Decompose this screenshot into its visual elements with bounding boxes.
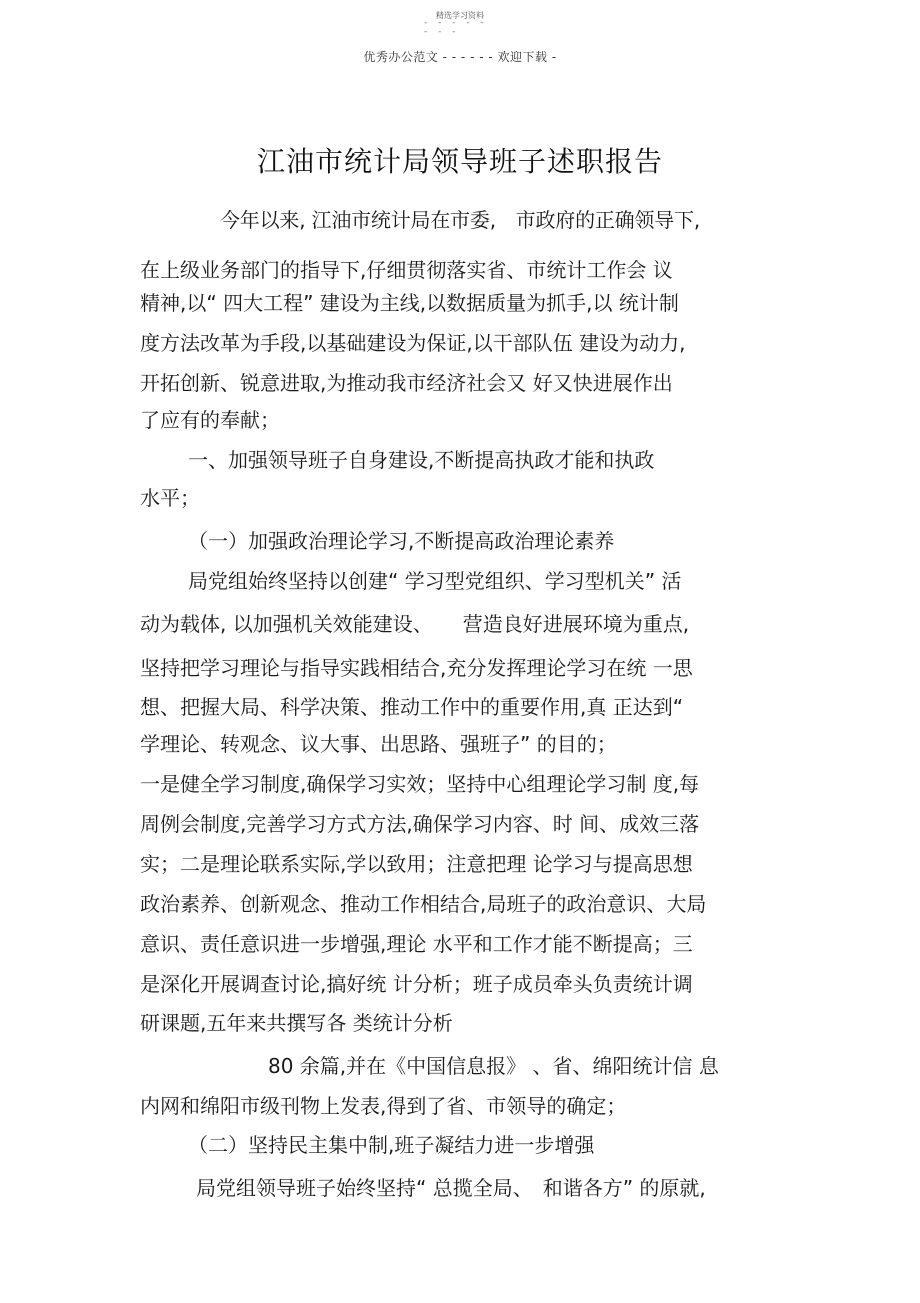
text-line: 是深化开展调查讨论,搞好统 计分析；班子成员牵头负责统计调	[140, 972, 693, 996]
text-line: 80 余篇,并在《中国信息报》 、省、绵阳统计信 息	[268, 1054, 719, 1078]
text-line: 想、把握大局、科学决策、推动工作中的重要作用,真 正达到“	[140, 695, 684, 719]
text-line: 政治素养、创新观念、推动工作相结合,局班子的政治意识、大局	[140, 892, 707, 916]
text-line: 水平；	[140, 486, 200, 510]
text-line: 周例会制度,完善学习方式方法,确保学习内容、时 间、成效三落	[140, 812, 700, 836]
text-line: 研课题,五年来共撰写各 类统计分析	[140, 1011, 453, 1035]
text-line: 实；二是理论联系实际,学以致用；注意把理 论学习与提高思想	[140, 852, 693, 876]
header-dashes: - - - - - - - -	[424, 18, 488, 37]
text-line: 在上级业务部门的指导下,仔细贯彻落实省、市统计工作会 议	[140, 258, 673, 282]
text-line: 一是健全学习制度,确保学习实效；坚持中心组理论学习制 度,每	[140, 772, 700, 796]
text-line: 局党组始终坚持以创建“ 学习型党组织、学习型机关” 活	[188, 569, 682, 593]
text-line: 坚持把学习理论与指导实践相结合,充分发挥理论学习在统 一思	[140, 656, 693, 680]
header-line: 优秀办公范文 - - - - - - 欢迎下载 -	[363, 50, 557, 64]
text-line: 精神,以“ 四大工程” 建设为主线,以数据质量为抓手,以 统计制	[140, 291, 679, 315]
text-line: 学理论、转观念、议大事、出思路、强班子” 的目的；	[140, 732, 617, 756]
text-line: 内网和绵阳市级刊物上发表,得到了省、市领导的确定；	[140, 1094, 627, 1118]
text-line: 局党组领导班子始终坚持“ 总揽全局、 和谐各方” 的原就,	[196, 1176, 706, 1200]
document-title: 江油市统计局领导班子述职报告	[256, 145, 663, 178]
text-line: （一）加强政治理论学习,不断提高政治理论素养	[188, 529, 615, 553]
text-line: 开拓创新、锐意进取,为推动我市经济社会又 好又快进展作出	[140, 371, 673, 395]
text-line: 一、加强领导班子自身建设,不断提高执政才能和执政	[188, 448, 655, 472]
text-line: 今年以来, 江油市统计局在市委, 市政府的正确领导下,	[220, 208, 701, 232]
text-line: 意识、责任意识进一步增强,理论 水平和工作才能不断提高；三	[140, 932, 693, 956]
text-line: 度方法改革为手段,以基础建设为保证,以干部队伍 建设为动力,	[140, 331, 686, 355]
text-line: （二）坚持民主集中制,班子凝结力进一步增强	[188, 1133, 595, 1157]
header-tag: 精选学习资料	[436, 11, 484, 20]
text-line: 了应有的奉献；	[140, 408, 280, 432]
text-line: 动为载体, 以加强机关效能建设、 营造良好进展环境为重点,	[140, 612, 690, 636]
